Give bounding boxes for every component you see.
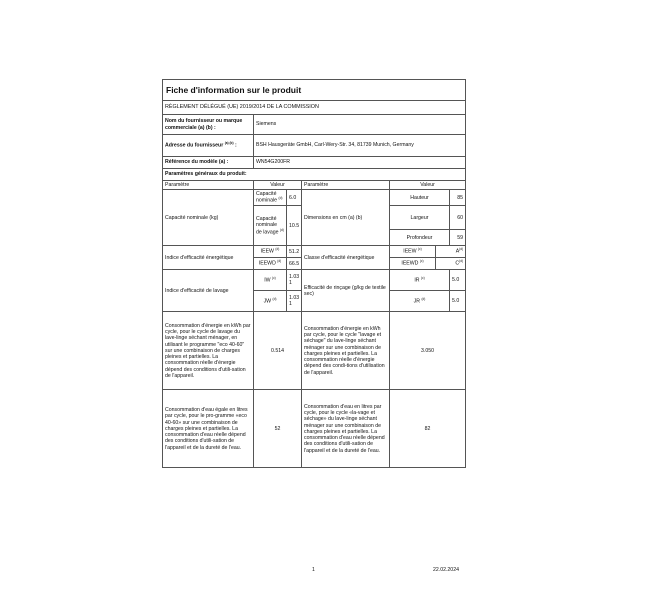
product-information-sheet <box>162 79 465 468</box>
supplier-label: Nom du fournisseur ou marque commerciale (a) (b) : <box>163 115 254 135</box>
energy-wash-text: Consommation d'énergie en kWh par cycle, pour le cycle de lavage du lave-linge séchant ménager, en utilisant le programme "eco 40-60" sur une combinaison de charges pleines et partielles. La consommation réelle d'énergie dépend des conditions d'utili-sation de l'appareil. <box>163 312 254 390</box>
iw-value: 1.03 1 <box>287 270 302 291</box>
class-ieew-label: IEEW $^{(c)}$ <box>390 246 436 258</box>
jr-value: 5.0 <box>450 291 466 312</box>
col-value-header-2: Valeur <box>390 181 466 190</box>
col-param-header-2: Paramètre <box>302 181 390 190</box>
iw-label: IW $^{(c)}$ <box>254 270 287 291</box>
address-label: Adresse du fournisseur $^{(a) (b)}$ : <box>163 135 254 157</box>
depth-value: 59 <box>450 230 466 246</box>
capacity-dry-value: 10.5 <box>287 206 302 246</box>
model-label: Référence du modèle (a) : <box>163 157 254 169</box>
capacity-wash-label: Capacité nominale $^{(d)}$ <box>254 190 287 206</box>
jr-label: JR $^{(d)}$ <box>390 291 450 312</box>
energy-wash-value: 0.514 <box>254 312 302 390</box>
jw-value: 1.03 1 <box>287 291 302 312</box>
energy-dry-text: Consommation d'énergie en kWh par cycle, pour le cycle "lavage et séchage" du lave-linge séchant ménager sur une combinaison de charges pleines et partielles. La consommation réelle d'énergie dépend des condi-tions d'utilisation de l'appareil. <box>302 312 390 390</box>
width-label: Largeur <box>390 206 450 230</box>
supplier-value: Siemens <box>254 115 466 135</box>
capacity-dry-label: Capacité nominale de lavage $^{(d)}$ <box>254 206 287 246</box>
height-label: Hauteur <box>390 190 450 206</box>
wash-index-label: Indice d'efficacité de lavage <box>163 270 254 312</box>
class-ieewd-value: $C^{(d)}$ <box>436 258 466 270</box>
regulation-reference: RÈGLEMENT DÉLÉGUÉ (UE) 2019/2014 DE LA COMMISSION <box>163 101 466 115</box>
energy-index-label: Indice d'efficacité énergétique <box>163 246 254 270</box>
footer-date: 22.02.2024 <box>433 567 459 573</box>
page-number: 1 <box>312 567 315 573</box>
col-param-header: Paramètre <box>163 181 254 190</box>
class-ieewd-label: IEEWD $^{(c)}$ <box>390 258 436 270</box>
address-value: BSH Hausgeräte GmbH, Carl-Wery-Str. 34, 81739 Munich, Germany <box>254 135 466 157</box>
energy-class-label: Classe d'efficacité énergétique <box>302 246 390 270</box>
energy-dry-value: 3.050 <box>390 312 466 390</box>
ieew-label: IEEW $^{(d)}$ <box>254 246 287 258</box>
water-wash-value: 52 <box>254 390 302 468</box>
ieewd-label: IEEWD $^{(d)}$ <box>254 258 287 270</box>
capacity-label: Capacité nominale (kg) <box>163 190 254 246</box>
col-value-header: Valeur <box>254 181 302 190</box>
ir-value: 5.0 <box>450 270 466 291</box>
width-value: 60 <box>450 206 466 230</box>
jw-label: JW $^{(d)}$ <box>254 291 287 312</box>
ir-label: IR $^{(c)}$ <box>390 270 450 291</box>
sheet-title: Fiche d'information sur le produit <box>163 80 466 101</box>
model-value: WN54G200FR <box>254 157 466 169</box>
water-dry-value: 82 <box>390 390 466 468</box>
capacity-wash-value: 6.0 <box>287 190 302 206</box>
water-dry-text: Consommation d'eau en litres par cycle, pour le cycle «la-vage et séchage» du lave-linge séchant ménager sur une combinaison de charges pleines et partielles. La consommation d'eau réelle dépend des conditions d'utili-sation de l'appareil et de la dureté de l'eau. <box>302 390 390 468</box>
product-table <box>162 79 466 468</box>
rinse-label: Efficacité de rinçage (g/kg de textile sec) <box>302 270 390 312</box>
ieewd-value: 66.5 <box>287 258 302 270</box>
height-value: 85 <box>450 190 466 206</box>
water-wash-text: Consommation d'eau égale en litres par cycle, pour le pro-gramme «eco 40-60» sur une combinaison de charges pleines et partielles. La consommation d'eau réelle dépend des conditions d'utili-sation de l'appareil et de la dureté de l'eau. <box>163 390 254 468</box>
ieew-value: 51.2 <box>287 246 302 258</box>
class-ieew-value: $A^{(d)}$ <box>436 246 466 258</box>
depth-label: Profondeur <box>390 230 450 246</box>
dimensions-label: Dimensions en cm (a) (b) <box>302 190 390 246</box>
general-params-heading: Paramètres généraux du produit: <box>163 169 466 181</box>
